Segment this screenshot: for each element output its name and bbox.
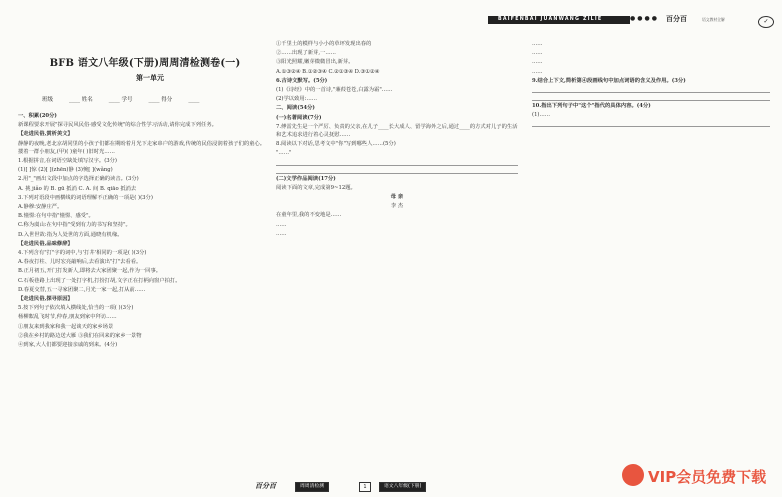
- sub-heading: 【走进民俗,探寻原因】: [18, 296, 73, 303]
- brand-logo: 百分百: [666, 15, 687, 23]
- option-row: A.①③②④ B.①②③④ C.②①③④ D.③①②④: [276, 68, 380, 75]
- column-right: [532, 40, 770, 128]
- paragraph: ②……出现了新芽,一……: [276, 50, 336, 57]
- answer-line[interactable]: [276, 159, 518, 166]
- paragraph: (1)……: [532, 112, 551, 119]
- question: 7.傅雷先生是一个严厉、负责的父亲,在儿子____长大成人、留学海外之后,通过____的方式对儿子的生活和艺术追求进行着心灵抚慰……: [276, 123, 518, 139]
- header-dots: ●●●●: [630, 15, 659, 22]
- paragraph: 在童年里,我的不变地是……: [276, 212, 342, 219]
- option-row: A. 挑 jiǎo 的 B. gū 抵消 C. A. 间 B. qiāo 抵消去: [18, 185, 137, 192]
- option: C.称为虞山:在句中指"受到有力的书写和坚持"。: [18, 222, 131, 229]
- question: 2.用"_"画出文段中加点的字选择正确的读音。(3分): [18, 176, 139, 183]
- question: 4.下列含有"打"字的词中,与'打井'相同的一项是( )(3分): [18, 250, 147, 257]
- question: 10.指出下列句子中"这个"指代的具体内容。(4分): [532, 103, 651, 110]
- sub-heading: 【走进民俗,赏析美文】: [18, 131, 73, 138]
- footer-grade-label: 语文八年级(下册): [379, 482, 426, 492]
- question: 9.结合上下文,简析第④段画线句中加点词语的含义及作用。(3分): [532, 77, 686, 84]
- question: 3.下列对语段中画横线的词语理解不正确的一项是( )(3分): [18, 194, 153, 201]
- sub-heading: 【走进民俗,品味修辞】: [18, 240, 73, 247]
- paragraph: ③阳光照耀,嫩芽微微冒出,新芽。: [276, 59, 354, 66]
- question: 1.根据拼音,在词语空缺处填写汉字。(3分): [18, 158, 117, 165]
- option: A.静穆:安静庄严。: [18, 204, 63, 211]
- paragraph: 杨柳絮乱飞时节,仲春,朋友到家中拜访……: [18, 314, 117, 321]
- student-info-row: 班级 ____ 姓名 ____ 学号 ____ 得分 ____: [42, 97, 200, 103]
- paragraph: 阅读下面的文章,完成第9~12题。: [276, 184, 356, 191]
- paragraph: (1)《诗经》中的一首诗,"蒹葭苍苍,白露为霜"……: [276, 87, 393, 94]
- answer-line[interactable]: [532, 120, 770, 127]
- article-title: 母 亲: [390, 194, 404, 201]
- option: B.正月初五,开门打发新人,即将去大家团聚一起,作为一回事。: [18, 268, 162, 275]
- paragraph: 静静的夜晚,老北京胡同里的小孩子们都在期盼着月光下走家串户的游戏,传统的民俗浸润着孩子们的童心。搂着一群小朋友,(甲)( )童年( )旧时光……: [18, 140, 266, 155]
- vip-watermark: [622, 462, 782, 490]
- class-label: 班级: [42, 97, 54, 103]
- paragraph: 新课程要求开展"探寻民风民俗·感受文化传统"的综合性学习活动,请你完成下列任务。: [18, 122, 217, 129]
- brand-subtitle: 语文教材全解: [702, 17, 725, 22]
- option: A.春夜打柱、儿时宏亮敲响后,去看演出"打"去看看。: [18, 259, 142, 266]
- paragraph: ……: [276, 221, 287, 228]
- option: B.憧憬:在句中指"憧憬、感受"。: [18, 213, 94, 220]
- question: 6.古诗文默写。(5分): [276, 77, 328, 84]
- quote: "……": [276, 150, 292, 157]
- option: D.春夏交替,五一寻家团聚二,月光一家一起,打从前……: [18, 286, 146, 293]
- paragraph: ……: [532, 41, 543, 47]
- option: D.入世世故:指为人处世的方面,通晓有机缘。: [18, 231, 123, 238]
- name-label: 姓名: [81, 97, 93, 103]
- page-footer: [255, 480, 495, 494]
- page-number: 1: [359, 482, 371, 492]
- paragraph: ……: [276, 230, 287, 237]
- column-middle: [276, 40, 518, 239]
- answer-line: (1)[ ]惊 (2)[ ](zhēn)静 (3)惋[ ](wǎnɡ): [18, 167, 113, 174]
- answer-line[interactable]: [532, 86, 770, 93]
- footer-series-label: 周周清检测: [295, 482, 329, 492]
- vip-badge-icon: [622, 464, 644, 486]
- question: 5.按下列句子依次填入横线处,恰当的一项( )(3分): [18, 305, 134, 312]
- article-author: 李 杰: [390, 203, 404, 210]
- paragraph: (2)学以致用:……: [276, 96, 318, 103]
- unit-title: 第一单元: [136, 73, 164, 82]
- paragraph: ①千里土的模样与小小的草坪发现出春的: [276, 41, 372, 47]
- sub-heading: (二)文学作品阅读(17分): [276, 175, 336, 182]
- option: ②我在乡村的路边送大雁 ③我们在回来的家乡一景物: [18, 332, 142, 339]
- option: ④到家,大人们都要迎接亲戚的到来。(4分): [18, 342, 118, 349]
- answer-line[interactable]: [276, 167, 518, 174]
- score-label: 得分: [161, 97, 173, 103]
- id-label: 学号: [121, 97, 133, 103]
- option: ①朋友来到我家和我一起谈天的家乡场景: [18, 323, 114, 330]
- section-heading: 一、积累(20分): [18, 113, 57, 119]
- section-heading: 二、阅读(54分): [276, 105, 315, 112]
- answer-line[interactable]: [532, 94, 770, 101]
- header-band: [470, 14, 782, 28]
- page-title: BFB 语文八年级(下册)周周清检测卷(一): [49, 58, 241, 69]
- paragraph: ……: [532, 50, 543, 57]
- column-left: [18, 112, 270, 350]
- sub-heading: (一)名著阅读(7分): [276, 114, 322, 121]
- header-band-text: BAIFENBAI JUANWANG ZILIE: [488, 16, 630, 24]
- question: 8.阅读以下对话,思考文中"你"写到哪些人……(5分): [276, 141, 396, 148]
- option: C.石板巷路上出现了一处打字机,打扮打胡,文字正在打柄向窗户拍打。: [18, 277, 181, 284]
- watermark-text: VIP会员免费下载: [648, 468, 767, 486]
- footer-logo: 百分百: [255, 482, 276, 490]
- brand-mark-icon: ✓: [758, 16, 774, 28]
- paragraph: ……: [532, 68, 543, 75]
- paragraph: ……: [532, 59, 543, 66]
